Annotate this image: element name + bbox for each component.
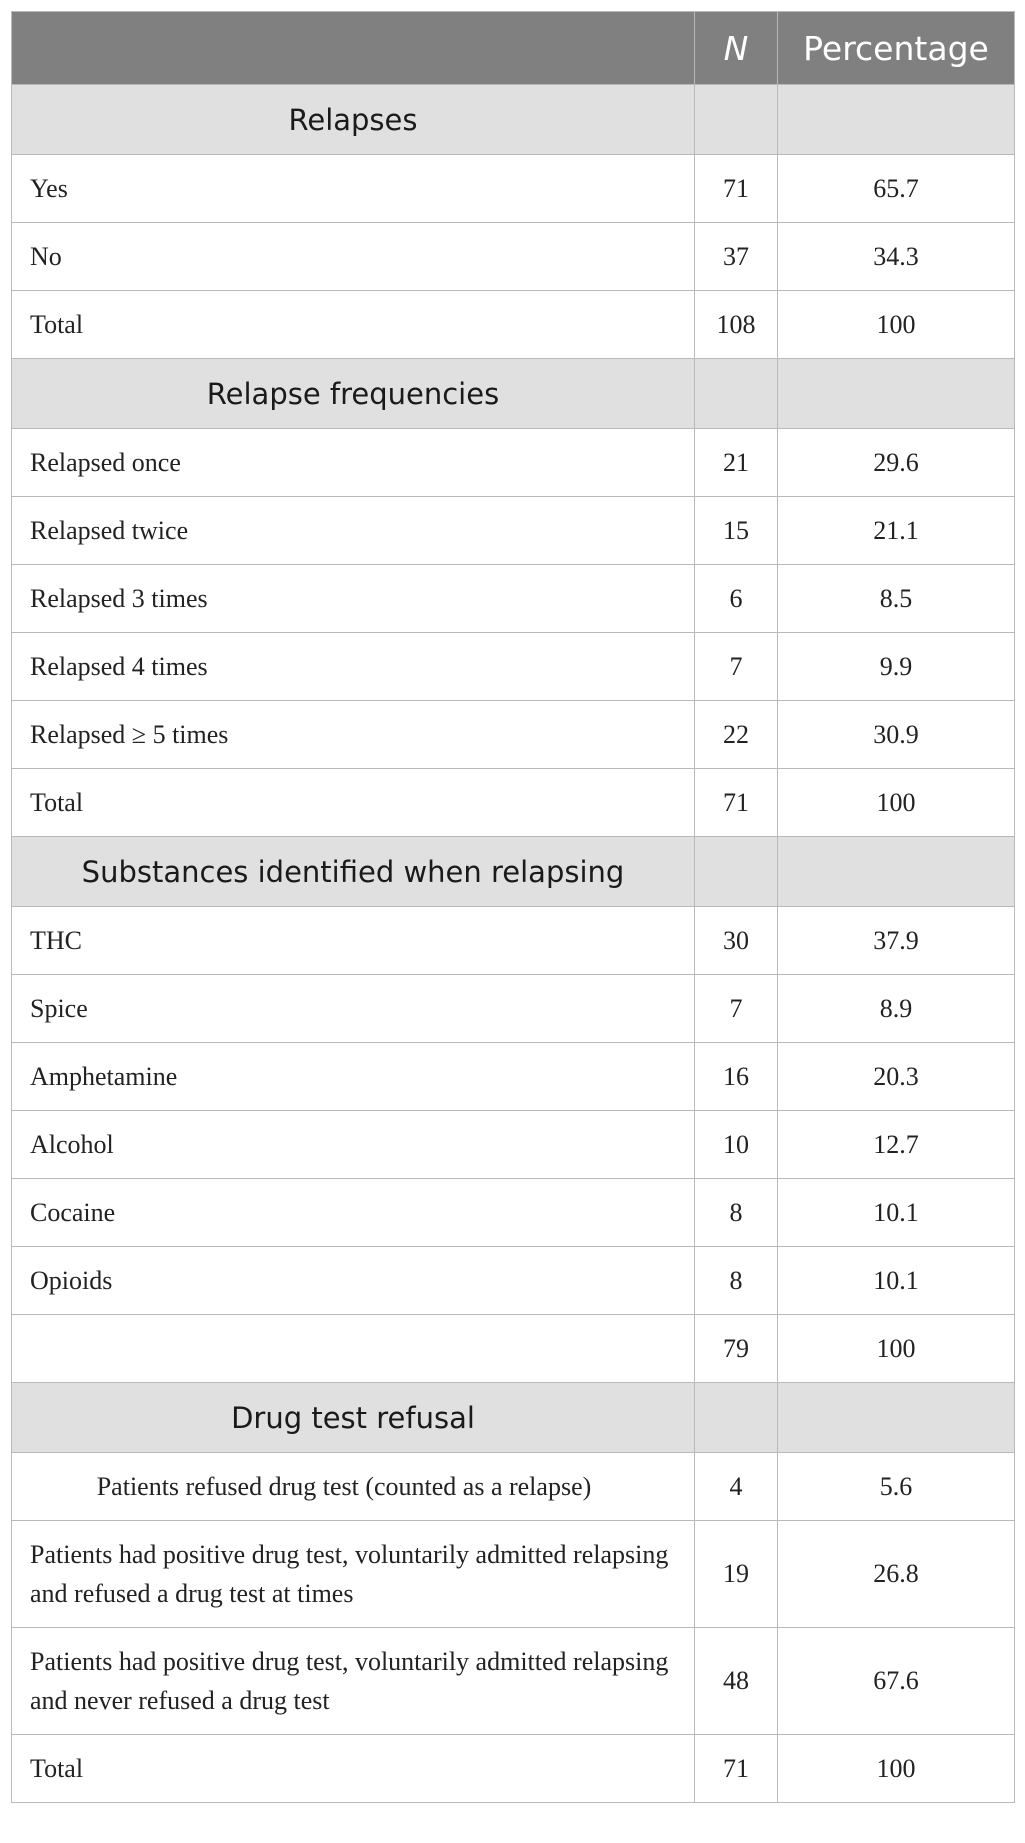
row-label: Total bbox=[12, 291, 695, 359]
section-empty-cell bbox=[778, 837, 1015, 907]
row-label: Amphetamine bbox=[12, 1043, 695, 1111]
row-label bbox=[12, 1315, 695, 1383]
table-row bbox=[12, 633, 1015, 701]
section-title: Relapses bbox=[12, 85, 695, 155]
table-row bbox=[12, 155, 1015, 223]
table-row bbox=[12, 497, 1015, 565]
row-label: THC bbox=[12, 907, 695, 975]
row-label: Relapsed 3 times bbox=[12, 565, 695, 633]
header-percentage: Percentage bbox=[778, 12, 1015, 85]
table-row bbox=[12, 1111, 1015, 1179]
row-label: Cocaine bbox=[12, 1179, 695, 1247]
row-n: 71 bbox=[695, 769, 778, 837]
row-percentage: 100 bbox=[778, 769, 1015, 837]
row-label: Relapsed ≥ 5 times bbox=[12, 701, 695, 769]
row-n: 71 bbox=[695, 155, 778, 223]
table-row bbox=[12, 1043, 1015, 1111]
table-row bbox=[12, 1315, 1015, 1383]
table-row bbox=[12, 1179, 1015, 1247]
row-label: Relapsed once bbox=[12, 429, 695, 497]
section-empty-cell bbox=[695, 837, 778, 907]
table-row bbox=[12, 1735, 1015, 1803]
row-percentage: 5.6 bbox=[778, 1453, 1015, 1521]
row-n: 48 bbox=[695, 1628, 778, 1735]
table-row bbox=[12, 975, 1015, 1043]
row-n: 16 bbox=[695, 1043, 778, 1111]
row-label: Patients had positive drug test, voluntarily admitted relapsing and refused a drug test at times bbox=[12, 1521, 695, 1628]
row-percentage: 100 bbox=[778, 291, 1015, 359]
row-label: Total bbox=[12, 1735, 695, 1803]
section-empty-cell bbox=[695, 1383, 778, 1453]
row-label: Relapsed 4 times bbox=[12, 633, 695, 701]
row-n: 71 bbox=[695, 1735, 778, 1803]
section-empty-cell bbox=[778, 85, 1015, 155]
relapse-table bbox=[11, 11, 1015, 1803]
table-row bbox=[12, 223, 1015, 291]
section-title: Substances identified when relapsing bbox=[12, 837, 695, 907]
row-label: Patients refused drug test (counted as a relapse) bbox=[12, 1453, 695, 1521]
section-empty-cell bbox=[695, 85, 778, 155]
row-n: 19 bbox=[695, 1521, 778, 1628]
table-header-row bbox=[12, 12, 1015, 85]
row-n: 37 bbox=[695, 223, 778, 291]
header-n: N bbox=[695, 12, 778, 85]
section-empty-cell bbox=[778, 359, 1015, 429]
row-label: Alcohol bbox=[12, 1111, 695, 1179]
row-percentage: 34.3 bbox=[778, 223, 1015, 291]
row-n: 6 bbox=[695, 565, 778, 633]
section-empty-cell bbox=[695, 359, 778, 429]
row-n: 108 bbox=[695, 291, 778, 359]
row-percentage: 26.8 bbox=[778, 1521, 1015, 1628]
row-percentage: 37.9 bbox=[778, 907, 1015, 975]
table-row bbox=[12, 907, 1015, 975]
table-row bbox=[12, 1247, 1015, 1315]
row-percentage: 100 bbox=[778, 1315, 1015, 1383]
row-n: 30 bbox=[695, 907, 778, 975]
row-label: Total bbox=[12, 769, 695, 837]
row-percentage: 9.9 bbox=[778, 633, 1015, 701]
row-n: 79 bbox=[695, 1315, 778, 1383]
row-percentage: 21.1 bbox=[778, 497, 1015, 565]
row-percentage: 29.6 bbox=[778, 429, 1015, 497]
row-n: 22 bbox=[695, 701, 778, 769]
row-percentage: 10.1 bbox=[778, 1247, 1015, 1315]
row-label: Yes bbox=[12, 155, 695, 223]
row-n: 7 bbox=[695, 975, 778, 1043]
row-percentage: 12.7 bbox=[778, 1111, 1015, 1179]
row-n: 4 bbox=[695, 1453, 778, 1521]
row-label: Spice bbox=[12, 975, 695, 1043]
header-label-cell bbox=[12, 12, 695, 85]
row-n: 21 bbox=[695, 429, 778, 497]
section-empty-cell bbox=[778, 1383, 1015, 1453]
row-percentage: 100 bbox=[778, 1735, 1015, 1803]
table-row bbox=[12, 291, 1015, 359]
table-row bbox=[12, 1453, 1015, 1521]
section-header-row bbox=[12, 837, 1015, 907]
row-label: Opioids bbox=[12, 1247, 695, 1315]
section-header-row bbox=[12, 359, 1015, 429]
section-header-row bbox=[12, 85, 1015, 155]
row-percentage: 20.3 bbox=[778, 1043, 1015, 1111]
table-row bbox=[12, 1521, 1015, 1628]
row-n: 8 bbox=[695, 1247, 778, 1315]
table-row bbox=[12, 565, 1015, 633]
row-n: 7 bbox=[695, 633, 778, 701]
row-percentage: 10.1 bbox=[778, 1179, 1015, 1247]
section-title: Drug test refusal bbox=[12, 1383, 695, 1453]
row-n: 8 bbox=[695, 1179, 778, 1247]
table-row bbox=[12, 769, 1015, 837]
section-title: Relapse frequencies bbox=[12, 359, 695, 429]
row-label: No bbox=[12, 223, 695, 291]
table-row bbox=[12, 1628, 1015, 1735]
row-percentage: 67.6 bbox=[778, 1628, 1015, 1735]
row-percentage: 8.9 bbox=[778, 975, 1015, 1043]
table-row bbox=[12, 429, 1015, 497]
row-percentage: 8.5 bbox=[778, 565, 1015, 633]
row-n: 10 bbox=[695, 1111, 778, 1179]
row-label: Patients had positive drug test, voluntarily admitted relapsing and never refused a drug test bbox=[12, 1628, 695, 1735]
row-n: 15 bbox=[695, 497, 778, 565]
section-header-row bbox=[12, 1383, 1015, 1453]
row-percentage: 30.9 bbox=[778, 701, 1015, 769]
row-label: Relapsed twice bbox=[12, 497, 695, 565]
row-percentage: 65.7 bbox=[778, 155, 1015, 223]
table-row bbox=[12, 701, 1015, 769]
